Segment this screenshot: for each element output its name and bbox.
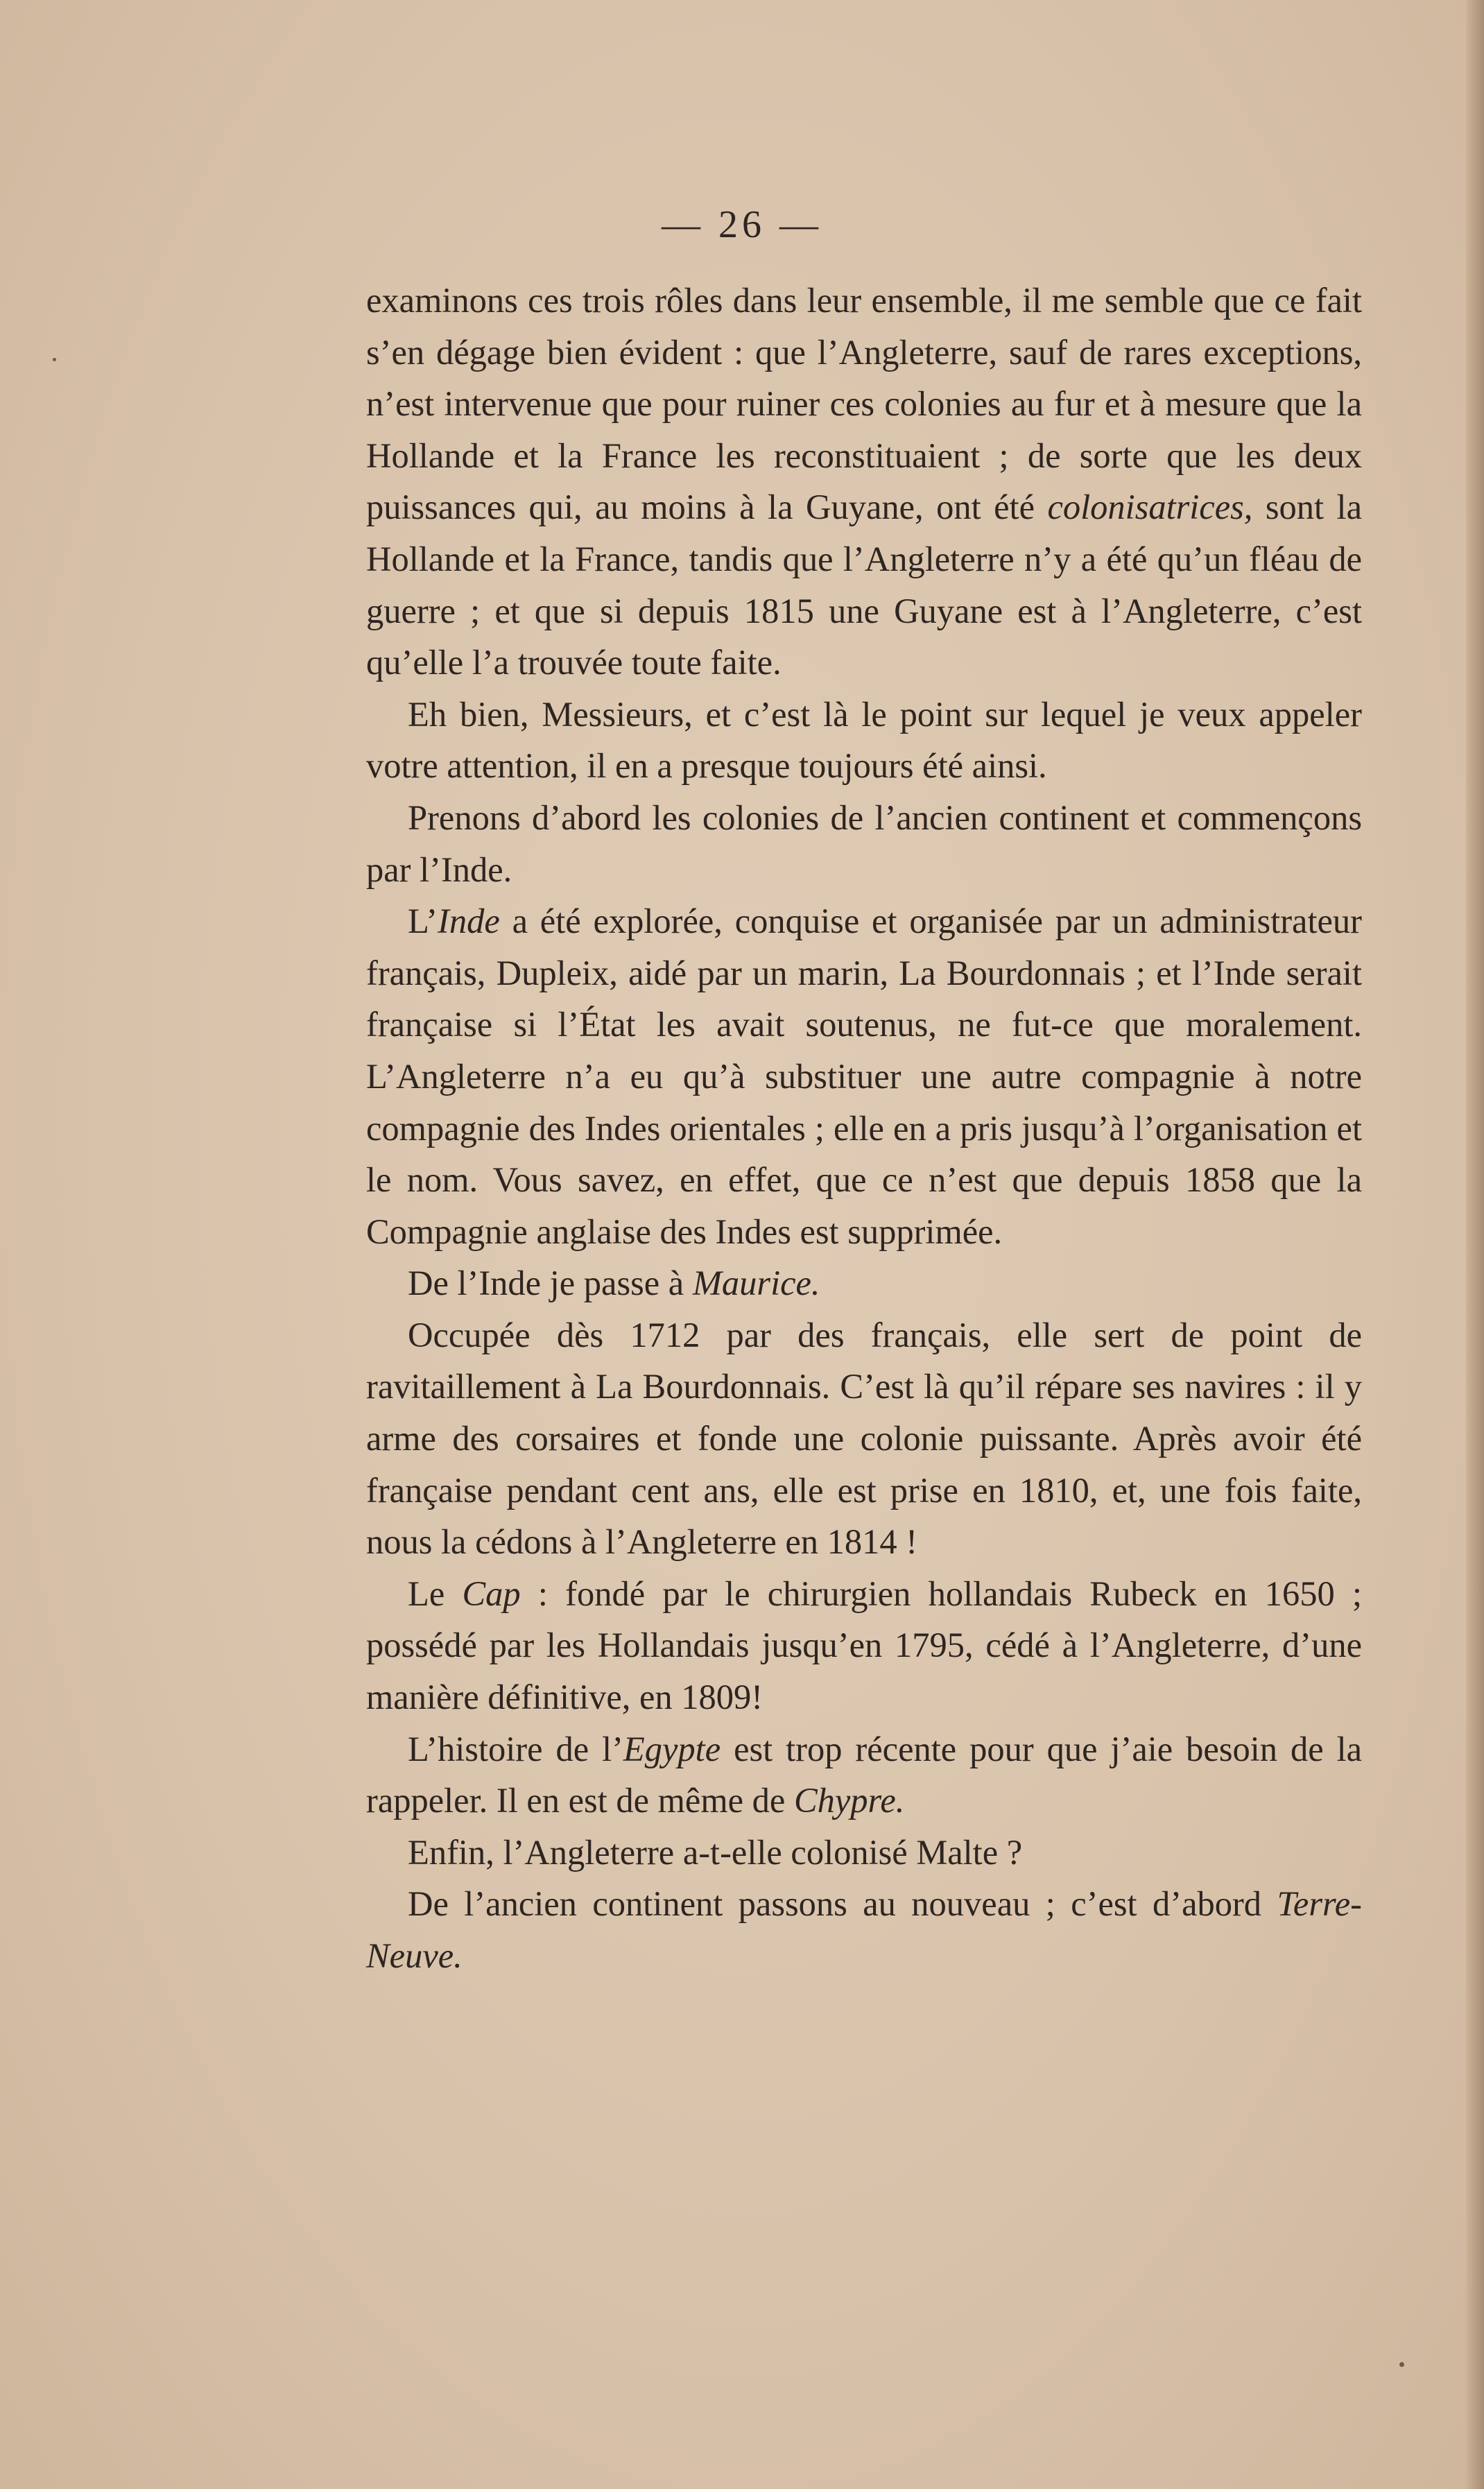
italic-text: Egypte bbox=[623, 1729, 721, 1768]
paper-speck bbox=[1399, 2362, 1404, 2367]
paragraph bbox=[366, 895, 1362, 1257]
text-run: : fondé par le chirurgien hollandais Rubeck en 1650 ; possédé par les Hollandais jusqu’en 1795, cédé à l’Angleterre, d’une manière définitive, en 1809! bbox=[366, 1574, 1363, 1717]
page-number: — 26 — bbox=[662, 203, 822, 246]
text-run: L’ bbox=[408, 902, 438, 941]
text-run: est trop récente pour que j’aie besoin de la rappeler. Il en est de même de bbox=[366, 1729, 1363, 1820]
paragraph bbox=[366, 1309, 1362, 1568]
paragraph bbox=[366, 689, 1362, 792]
italic-text: Maurice. bbox=[692, 1264, 820, 1303]
body-text bbox=[366, 275, 1362, 1982]
text-run: L’histoire de l’ bbox=[408, 1729, 623, 1768]
paragraph bbox=[366, 275, 1362, 689]
text-run: a été explorée, conquise et organisée par un administrateur français, Dupleix, aidé par un marin, La Bourdonnais ; et l’Inde serait française si l’État les avait soutenus, ne fut-ce que moralement. L’Angleterre n’a eu qu’à substituer une autre compagnie à notre compagnie des Indes orientales ; elle en a pris jusqu’à l’organisation et le nom. Vous savez, en effet, que ce n’est que depuis 1858 que la Compagnie anglaise des Indes est supprimée. bbox=[366, 902, 1362, 1251]
italic-text: Chypre. bbox=[793, 1781, 905, 1820]
italic-text: Cap bbox=[462, 1574, 521, 1613]
page-edge bbox=[1466, 0, 1484, 2489]
paragraph bbox=[366, 792, 1362, 895]
paper-speck bbox=[53, 358, 56, 361]
text-run: Prenons d’abord les colonies de l’ancien continent et commençons par l’Inde. bbox=[366, 798, 1362, 889]
text-run: Occupée dès 1712 par des français, elle sert de point de ravitaillement à La Bourdonnais. C’est là qu’il répare ses navires : il y arme des corsaires et fonde une colonie puissante. Après avoir été française pendant cent ans, elle est prise en 1810, et, une fois faite, nous la cédons à l’Angleterre en 1814 ! bbox=[366, 1315, 1362, 1562]
italic-text: colonisatrices, bbox=[1047, 488, 1253, 527]
text-run: sont la Hollande et la France, tandis que l’Angleterre n’y a été qu’un fléau de guerre ; et que si depuis 1815 une Guyane est à l’Angleterre, c’est qu’elle l’a trouvée toute faite. bbox=[366, 488, 1362, 682]
text-run: Enfin, l’Angleterre a-t-elle colonisé Malte ? bbox=[408, 1832, 1023, 1872]
text-run: Eh bien, Messieurs, et c’est là le point sur lequel je veux appeler votre attention, il en a presque toujours été ainsi. bbox=[366, 694, 1362, 786]
paragraph bbox=[366, 1878, 1362, 1981]
text-run: examinons ces trois rôles dans leur ensemble, il me semble que ce fait s’en dégage bien évident : que l’Angleterre, sauf de rares exceptions, n’est intervenue que pour ruiner ces colonies au fur et à mesure que la Hollande et la France les reconstituaient ; de sorte que les deux puissances qui, au moins à la Guyane, ont été bbox=[366, 281, 1362, 527]
text-run: De l’Inde je passe à bbox=[408, 1264, 693, 1303]
text-run: Le bbox=[408, 1574, 463, 1613]
paragraph bbox=[366, 1257, 1362, 1309]
paragraph bbox=[366, 1723, 1362, 1827]
paragraph bbox=[366, 1568, 1362, 1723]
italic-text: Terre-Neuve. bbox=[366, 1884, 1362, 1975]
italic-text: Inde bbox=[438, 902, 500, 941]
paragraph bbox=[366, 1827, 1362, 1879]
text-run: De l’ancien continent passons au nouveau ; c’est d’abord bbox=[408, 1884, 1277, 1924]
